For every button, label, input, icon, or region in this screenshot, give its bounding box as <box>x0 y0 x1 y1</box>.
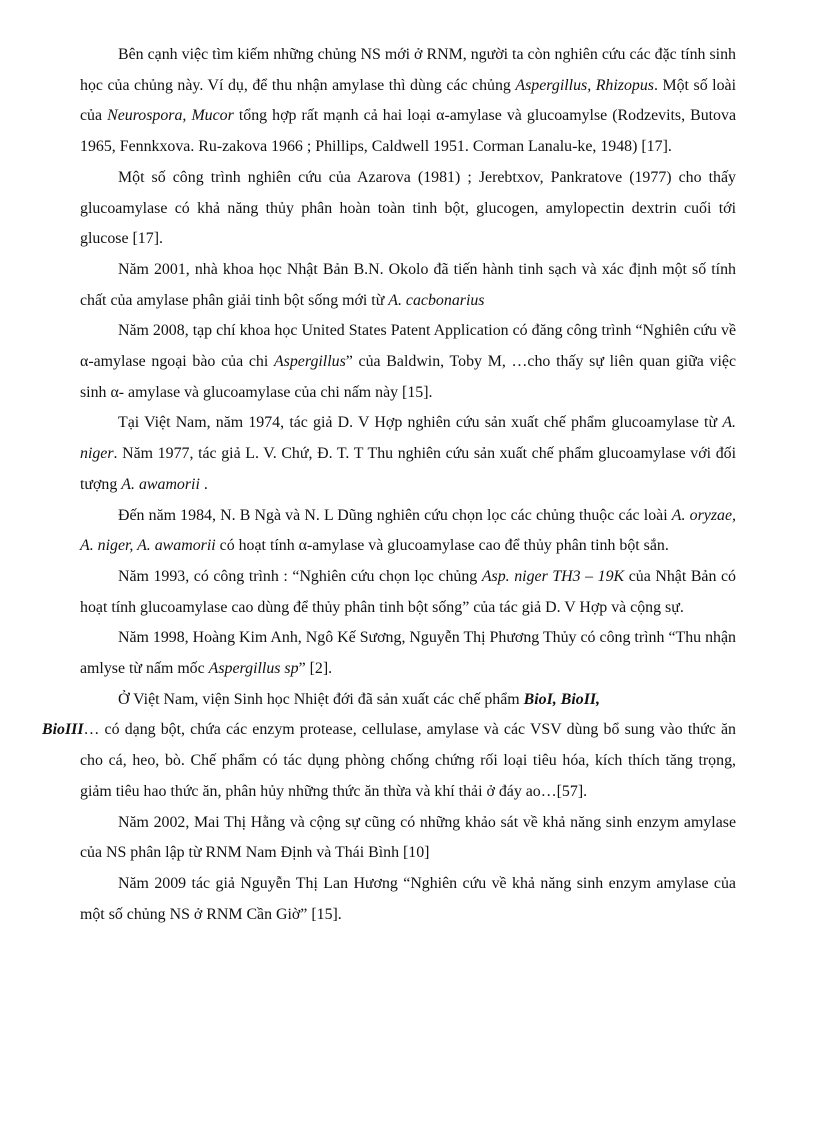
text: Tại Việt Nam, năm 1974, tác giả D. V Hợp nghiên cứu sản xuất chế phẩm glucoamylase từ <box>118 414 723 432</box>
text: . Năm 1977, tác giả L. V. Chứ, Đ. T. T Thu nghiên cứu sản xuất chế phẩm glucoamylase với đối tượng <box>80 445 736 493</box>
text: Năm 1998, Hoàng Kim Anh, Ngô Kế Sương, Nguyễn Thị Phương Thủy có công trình “Thu nhận amlyse từ nấm mốc <box>80 629 736 678</box>
species-name: Aspergillus <box>273 353 346 371</box>
text: . <box>199 475 208 493</box>
text: . Một số loài của <box>80 76 736 125</box>
species-name: A. awamorii <box>121 475 200 493</box>
species-name: A. niger <box>80 414 736 463</box>
text: Năm 2002, Mai Thị Hằng và cộng sự cũng có những khảo sát về khả năng sinh enzym amylase của NS phân lập từ RNM Nam Định và Thái Bình [10] <box>80 813 736 862</box>
paragraph-3 <box>80 255 736 316</box>
paragraph-11 <box>80 869 736 930</box>
paragraph-9 <box>42 685 736 808</box>
paragraph-7 <box>80 562 736 623</box>
text: Ở Việt Nam, viện Sinh học Nhiệt đới đã sản xuất các chế phẩm <box>118 690 524 708</box>
text: tổng hợp rất mạnh cả hai loại α-amylase và glucoamylse (Rodzevits, Butova 1965, Fennkxova. Ru-zakova 1966 ; Phillips, Caldwell 1951. Corman Lanalu-ke, 1948) [17]. <box>80 107 737 156</box>
paragraph-1 <box>80 40 736 163</box>
species-name: Asp. niger TH3 – 19K <box>481 567 625 585</box>
paragraph-2 <box>80 163 736 255</box>
text: Một số công trình nghiên cứu của Azarova (1981) ; Jerebtxov, Pankratove (1977) cho thấy glucoamylase có khả năng thủy phân hoàn toàn tinh bột, glucogen, amylopectin dextrin cuối tới glucose [17]. <box>80 168 736 248</box>
text: của Nhật Bản có hoạt tính glucoamylase cao dùng để thủy phân tinh bột sống” của tác giả D. V Hợp và cộng sự. <box>80 567 736 616</box>
paragraph-5 <box>80 408 736 500</box>
paragraph-10 <box>80 808 736 869</box>
product-name: BioI, BioII, <box>523 690 601 708</box>
text: Năm 2009 tác giả Nguyễn Thị Lan Hương “Nghiên cứu về khả năng sinh enzym amylase của một số chủng NS ở RNM Cần Giờ” [15]. <box>80 874 736 923</box>
species-name: Aspergillus, Rhizopus <box>515 76 654 94</box>
text: Năm 1993, có công trình : “Nghiên cứu chọn lọc chủng <box>118 567 482 585</box>
text: ” [2]. <box>298 660 333 678</box>
species-name: A. oryzae, A. niger, A. awamorii <box>80 506 736 555</box>
text: Năm 2001, nhà khoa học Nhật Bản B.N. Okolo đã tiến hành tinh sạch và xác định một số tính chất của amylase phân giải tinh bột sống mới từ <box>80 260 736 309</box>
text: có hoạt tính α-amylase và glucoamylase cao để thủy phân tinh bột sắn. <box>215 537 669 555</box>
paragraph-4 <box>80 316 736 408</box>
paragraph-8 <box>80 623 736 684</box>
text: … có dạng bột, chứa các enzym protease, cellulase, amylase và các VSV dùng bổ sung vào thức ăn cho cá, heo, bò. Chế phẩm có tác dụng phòng chống chứng rối loại tiêu hóa, kích thích tăng trọng, giảm tiêu hao thức ăn, phân hủy những thức ăn thừa và khí thải ở đáy ao…[57]. <box>80 721 736 800</box>
species-name: Neurospora, Mucor <box>107 107 234 125</box>
text: Năm 2008, tạp chí khoa học United States Patent Application có đăng công trình “Nghiên cứu về α-amylase ngoại bào của chi <box>80 322 736 371</box>
text: Bên cạnh việc tìm kiếm những chủng NS mới ở RNM, người ta còn nghiên cứu các đặc tính sinh học của chủng này. Ví dụ, để thu nhận amylase thì dùng các chủng <box>80 46 736 94</box>
document-page <box>42 40 737 930</box>
product-name: BioIII <box>42 721 84 739</box>
text: ” của Baldwin, Toby M, …cho thấy sự liên quan giữa việc sinh α- amylase và glucoamylase của chi nấm này [15]. <box>80 353 736 401</box>
text: Đến năm 1984, N. B Ngà và N. L Dũng nghiên cứu chọn lọc các chủng thuộc các loài <box>118 506 672 524</box>
species-name: Aspergillus sp <box>208 660 299 678</box>
species-name: A. cacbonarius <box>388 291 485 309</box>
paragraph-6 <box>80 501 736 562</box>
